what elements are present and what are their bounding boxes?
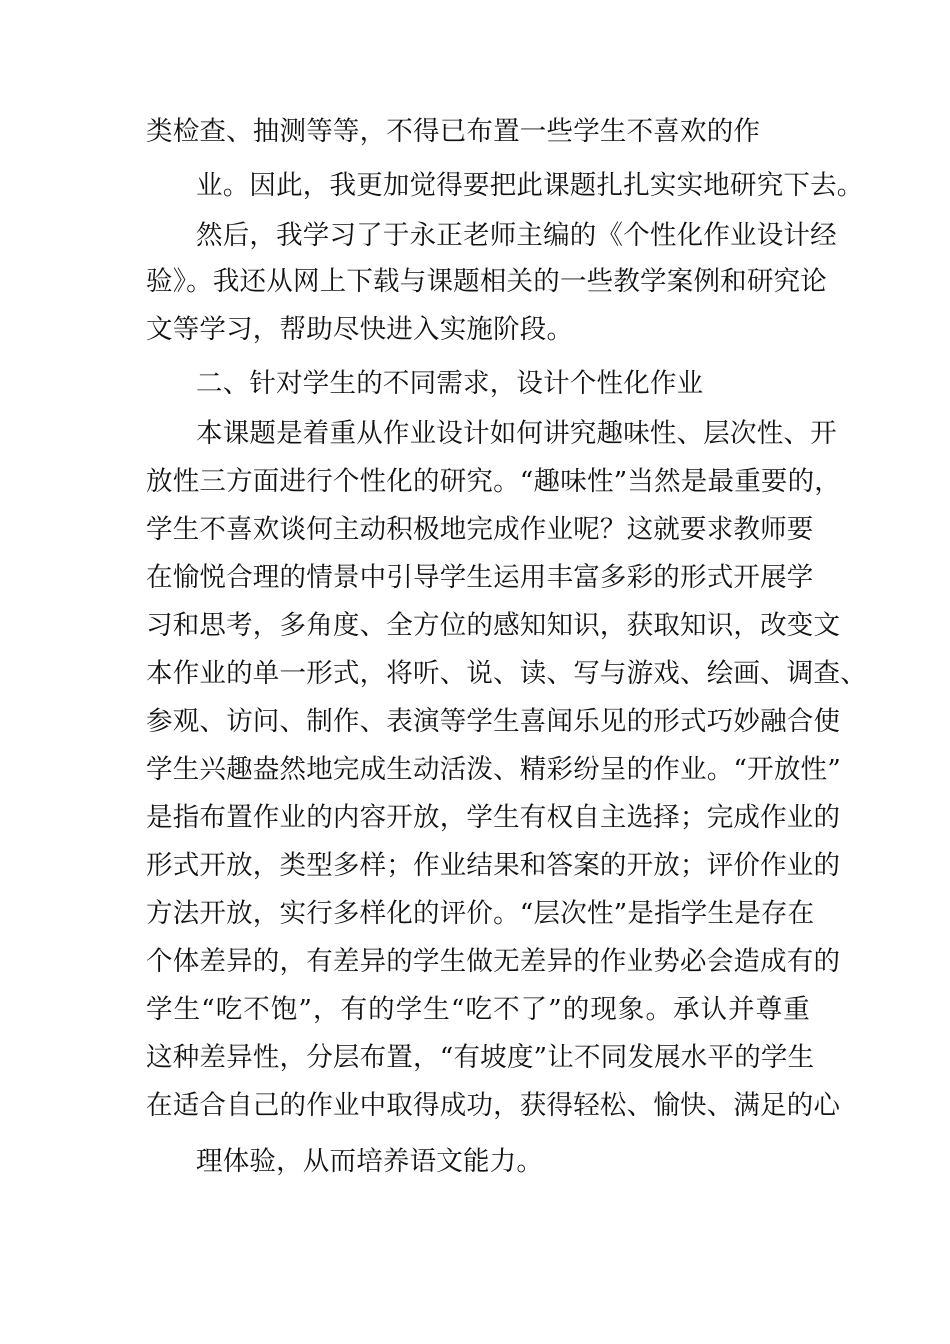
text-line-5: 文等学习，帮助尽快进入实施阶段。 [146,314,574,345]
text-line-8: 放性三方面进行个性化的研究。“趣味性”当然是最重要的， [146,466,841,497]
text-line-7: 本课题是着重从作业设计如何讲究趣味性、层次性、开 [196,418,837,449]
text-line-12: 本作业的单一形式，将听、说、读、写与游戏、绘画、调查、 [146,658,867,689]
text-line-1: 类检查、抽测等等，不得已布置一些学生不喜欢的作 [146,116,761,147]
text-line-2: 业。因此，我更加觉得要把此课题扎扎实实地研究下去。 [196,170,864,201]
text-line-13: 参观、访问、制作、表演等学生喜闻乐见的形式巧妙融合使 [146,706,841,737]
text-line-22: 理体验，从而培养语文能力。 [196,1146,544,1177]
section-heading: 二、针对学生的不同需求，设计个性化作业 [196,368,704,399]
text-line-3: 然后，我学习了于永正老师主编的《个性化作业设计经 [196,220,837,251]
text-line-15: 是指布置作业的内容开放，学生有权自主选择；完成作业的 [146,802,841,833]
text-line-21: 在适合自己的作业中取得成功，获得轻松、愉快、满足的心 [146,1090,841,1121]
text-line-17: 方法开放，实行多样化的评价。“层次性”是指学生是存在 [146,898,815,929]
text-line-9: 学生不喜欢谈何主动积极地完成作业呢？这就要求教师要 [146,514,814,545]
text-line-10: 在愉悦合理的情景中引导学生运用丰富多彩的形式开展学 [146,562,814,593]
text-line-19: 学生“吃不饱”，有的学生“吃不了”的现象。承认并尊重 [146,994,810,1025]
text-line-16: 形式开放，类型多样；作业结果和答案的开放；评价作业的 [146,850,841,881]
text-line-20: 这种差异性，分层布置，“有坡度”让不同发展水平的学生 [146,1042,815,1073]
text-line-14: 学生兴趣盎然地完成生动活泼、精彩纷呈的作业。“开放性” [146,754,841,785]
text-line-4: 验》。我还从网上下载与课题相关的一些教学案例和研究论 [146,266,827,297]
text-line-11: 习和思考，多角度、全方位的感知知识，获取知识，改变文 [146,610,841,641]
text-line-18: 个体差异的，有差异的学生做无差异的作业势必会造成有的 [146,946,841,977]
